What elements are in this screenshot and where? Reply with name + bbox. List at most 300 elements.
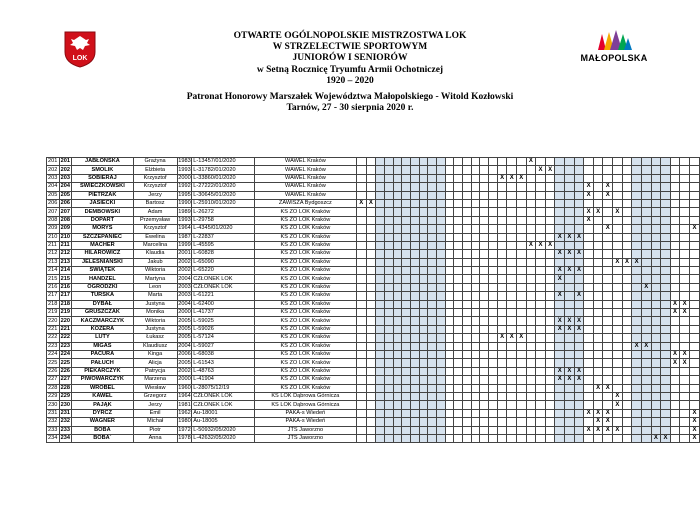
event-cell [641, 275, 651, 283]
event-cell [565, 166, 575, 174]
event-cell [419, 216, 428, 224]
event-cell [526, 325, 536, 333]
event-cell [376, 241, 385, 249]
event-cell [565, 426, 575, 434]
event-cell [680, 342, 690, 350]
event-cell [489, 325, 498, 333]
event-cell [445, 325, 454, 333]
event-cell [689, 258, 699, 266]
event-cell [651, 367, 661, 375]
event-cell [445, 292, 454, 300]
event-cell [402, 216, 411, 224]
event-cell [670, 208, 680, 216]
event-cell [480, 434, 489, 442]
event-cell [393, 199, 402, 207]
event-cell [384, 183, 393, 191]
event-cell [393, 401, 402, 409]
event-cell [545, 183, 555, 191]
event-cell [526, 275, 536, 283]
start-number-cell: 234 [48, 435, 58, 442]
event-cell [410, 376, 419, 384]
event-cell [517, 158, 527, 166]
event-cell [680, 233, 690, 241]
event-cell [471, 426, 480, 434]
table-row [47, 317, 700, 325]
event-cell [376, 216, 385, 224]
first-name-cell: Michał [133, 418, 177, 426]
event-cell [507, 250, 517, 258]
event-cell [480, 174, 489, 182]
table-row [47, 233, 700, 241]
event-cell [526, 367, 536, 375]
event-cell [651, 250, 661, 258]
event-cell [622, 225, 632, 233]
event-cell [507, 283, 517, 291]
event-cell: X [574, 376, 584, 384]
event-cell [402, 359, 411, 367]
event-cell [376, 258, 385, 266]
event-cell [480, 292, 489, 300]
event-cell [410, 233, 419, 241]
surname-cell: HANDZEL [72, 275, 133, 283]
event-cell [463, 267, 472, 275]
event-cell [565, 275, 575, 283]
event-cell [661, 174, 671, 182]
birth-year-cell: 1993 [178, 216, 191, 223]
table-row [47, 392, 700, 400]
event-cell [613, 376, 623, 384]
event-cell [463, 392, 472, 400]
license-cell: L-30645/01/2020 [192, 191, 255, 199]
start-number-cell: 203 [48, 174, 58, 181]
birth-year-cell: 1993 [178, 166, 191, 173]
event-cell [555, 418, 565, 426]
event-cell [402, 376, 411, 384]
first-name-cell: Bartosz [133, 199, 177, 207]
first-name-cell: Krzysztof [133, 174, 177, 182]
event-cell [651, 401, 661, 409]
event-cell [622, 434, 632, 442]
event-cell [497, 233, 507, 241]
event-cell [454, 225, 463, 233]
event-cell [574, 216, 584, 224]
event-cell [689, 367, 699, 375]
event-cell [454, 300, 463, 308]
event-cell [366, 267, 376, 275]
event-cell: X [670, 359, 680, 367]
event-cell [641, 325, 651, 333]
event-cell [356, 216, 366, 224]
competitor-number-cell: 227 [60, 376, 70, 383]
event-cell [428, 426, 437, 434]
table-row [47, 208, 700, 216]
event-cell [613, 292, 623, 300]
event-cell [419, 183, 428, 191]
event-cell [410, 350, 419, 358]
event-cell [670, 418, 680, 426]
surname-cell: SMOLIK [72, 166, 133, 174]
event-cell [670, 292, 680, 300]
event-cell [603, 300, 613, 308]
event-cell [419, 241, 428, 249]
event-cell [680, 418, 690, 426]
birth-year-cell: 2003 [178, 284, 191, 291]
event-cell [471, 258, 480, 266]
event-cell [632, 434, 642, 442]
event-cell [584, 317, 594, 325]
event-cell [376, 325, 385, 333]
event-cell [480, 158, 489, 166]
event-cell [445, 434, 454, 442]
event-cell [526, 199, 536, 207]
event-cell [497, 376, 507, 384]
event-cell [366, 401, 376, 409]
event-cell [565, 401, 575, 409]
event-cell [376, 384, 385, 392]
event-cell [489, 250, 498, 258]
event-cell [436, 384, 445, 392]
event-cell [651, 300, 661, 308]
event-cell [661, 334, 671, 342]
event-cell [680, 426, 690, 434]
event-cell [384, 376, 393, 384]
event-cell [661, 426, 671, 434]
event-cell [680, 334, 690, 342]
competitor-number-cell: 215 [60, 275, 70, 282]
event-cell [545, 334, 555, 342]
event-cell [410, 191, 419, 199]
event-cell [641, 309, 651, 317]
event-cell [384, 267, 393, 275]
event-cell [419, 225, 428, 233]
event-cell [651, 350, 661, 358]
event-cell [565, 208, 575, 216]
event-cell [402, 325, 411, 333]
event-cell [584, 300, 594, 308]
event-cell [463, 258, 472, 266]
event-cell [555, 166, 565, 174]
event-cell [536, 191, 546, 199]
event-cell: X [574, 233, 584, 241]
table-row [47, 216, 700, 224]
event-cell [584, 166, 594, 174]
event-cell [593, 183, 603, 191]
event-cell [454, 434, 463, 442]
event-cell [436, 267, 445, 275]
event-cell [402, 426, 411, 434]
table-row [47, 250, 700, 258]
table-row [47, 350, 700, 358]
competitor-number-cell: 210 [60, 233, 70, 240]
event-cell [436, 401, 445, 409]
event-cell [565, 283, 575, 291]
start-number-cell: 202 [48, 166, 58, 173]
event-cell [428, 283, 437, 291]
event-cell [454, 359, 463, 367]
event-cell [517, 241, 527, 249]
event-cell [555, 158, 565, 166]
first-name-cell: Grażyna [133, 158, 177, 166]
event-cell [419, 434, 428, 442]
event-cell [471, 208, 480, 216]
event-cell [480, 241, 489, 249]
event-cell [428, 233, 437, 241]
event-cell [393, 426, 402, 434]
event-cell [507, 384, 517, 392]
event-cell [507, 317, 517, 325]
competitor-number-cell: 214 [60, 267, 70, 274]
club-cell: JTS Jaworzno [254, 426, 356, 434]
event-cell [536, 392, 546, 400]
first-name-cell: Marcelina [133, 241, 177, 249]
event-cell [463, 342, 472, 350]
birth-year-cell: 1978 [178, 435, 191, 442]
event-cell [651, 392, 661, 400]
table-row [47, 275, 700, 283]
competitor-number-cell: 221 [60, 326, 70, 332]
event-cell [641, 183, 651, 191]
license-cell: L-4345/01/2020 [192, 225, 255, 233]
event-cell [632, 359, 642, 367]
event-cell [536, 283, 546, 291]
event-cell [613, 309, 623, 317]
event-cell [376, 401, 385, 409]
event-cell [454, 267, 463, 275]
surname-cell: PIWOWARCZYK [72, 376, 133, 384]
birth-year-cell: 2004 [178, 275, 191, 282]
event-cell [445, 418, 454, 426]
event-cell [603, 283, 613, 291]
event-cell [613, 191, 623, 199]
event-cell [384, 401, 393, 409]
event-cell [410, 275, 419, 283]
club-cell: KS ZO LOK Kraków [254, 225, 356, 233]
event-cell [489, 434, 498, 442]
event-cell [454, 384, 463, 392]
event-cell [471, 359, 480, 367]
event-cell [454, 258, 463, 266]
event-cell [507, 401, 517, 409]
event-cell: X [555, 317, 565, 325]
event-cell [356, 392, 366, 400]
event-cell [436, 158, 445, 166]
event-cell [641, 418, 651, 426]
event-cell [574, 241, 584, 249]
event-cell [613, 225, 623, 233]
event-cell [497, 367, 507, 375]
event-cell [393, 292, 402, 300]
event-cell [393, 309, 402, 317]
start-number-cell: 208 [48, 216, 58, 223]
surname-cell: KOZERA [72, 325, 133, 333]
event-cell [471, 384, 480, 392]
event-cell [545, 367, 555, 375]
event-cell [593, 376, 603, 384]
event-cell [436, 334, 445, 342]
competitor-number-cell: 212 [60, 250, 70, 257]
header-line-6: Patronat Honorowy Marszałek Województwa Małopolskiego - Witold Kozłowski [186, 92, 514, 103]
event-cell [622, 250, 632, 258]
license-cell: L-59027 [192, 342, 255, 350]
event-cell [454, 392, 463, 400]
event-cell [584, 199, 594, 207]
event-cell [428, 392, 437, 400]
event-cell [419, 275, 428, 283]
table-row [47, 434, 700, 442]
event-cell [517, 376, 527, 384]
event-cell [463, 191, 472, 199]
event-cell [454, 174, 463, 182]
first-name-cell: Ewelina [133, 233, 177, 241]
event-cell [436, 250, 445, 258]
event-cell [593, 158, 603, 166]
event-cell [445, 426, 454, 434]
club-cell: ZAWISZA Bydgoszcz [254, 199, 356, 207]
event-cell [507, 342, 517, 350]
event-cell: X [680, 309, 690, 317]
event-cell [632, 384, 642, 392]
event-cell [489, 191, 498, 199]
event-cell [613, 359, 623, 367]
event-cell [366, 434, 376, 442]
event-cell [393, 216, 402, 224]
event-cell: X [526, 158, 536, 166]
surname-cell: SOBIERAJ [72, 174, 133, 182]
event-cell: X [632, 342, 642, 350]
event-cell [622, 342, 632, 350]
start-number-cell: 205 [48, 191, 58, 198]
event-cell [393, 409, 402, 417]
event-cell [517, 258, 527, 266]
event-cell [661, 258, 671, 266]
event-cell [507, 418, 517, 426]
event-cell [480, 216, 489, 224]
event-cell: X [574, 325, 584, 333]
event-cell [428, 191, 437, 199]
event-cell [641, 191, 651, 199]
event-cell [410, 158, 419, 166]
birth-year-cell: 2003 [178, 292, 191, 299]
event-cell [356, 367, 366, 375]
license-cell: L-29758 [192, 216, 255, 224]
event-cell [517, 199, 527, 207]
event-cell [622, 309, 632, 317]
surname-cell: BOBA` [72, 434, 133, 442]
event-cell [410, 250, 419, 258]
event-cell [454, 158, 463, 166]
event-cell [436, 241, 445, 249]
event-cell [670, 199, 680, 207]
event-cell [384, 426, 393, 434]
license-cell: L-41904 [192, 376, 255, 384]
event-cell [366, 300, 376, 308]
event-cell [651, 208, 661, 216]
event-cell [584, 325, 594, 333]
surname-cell: ŚWIĄTEK [72, 267, 133, 275]
event-cell [584, 292, 594, 300]
event-cell [689, 216, 699, 224]
event-cell [593, 317, 603, 325]
event-cell [393, 166, 402, 174]
event-cell [393, 267, 402, 275]
event-cell [497, 250, 507, 258]
event-cell [661, 250, 671, 258]
start-number-cell: 227 [48, 376, 58, 383]
event-cell [536, 317, 546, 325]
event-cell [603, 166, 613, 174]
event-cell [641, 426, 651, 434]
event-cell [526, 418, 536, 426]
event-cell [419, 300, 428, 308]
event-cell [670, 334, 680, 342]
event-cell [526, 409, 536, 417]
event-cell [419, 409, 428, 417]
event-cell [384, 350, 393, 358]
event-cell [565, 292, 575, 300]
event-cell [366, 275, 376, 283]
event-cell [555, 241, 565, 249]
event-cell: X [603, 409, 613, 417]
event-cell [393, 250, 402, 258]
event-cell [651, 275, 661, 283]
lok-logo-text: LOK [72, 55, 88, 62]
event-cell [445, 208, 454, 216]
club-cell: KS ZO LOK Kraków [254, 216, 356, 224]
surname-cell: ŚWIECZKOWSKI [72, 183, 133, 191]
event-cell [565, 409, 575, 417]
event-cell [497, 292, 507, 300]
event-cell [622, 183, 632, 191]
event-cell [507, 392, 517, 400]
event-cell [428, 325, 437, 333]
event-cell [670, 426, 680, 434]
event-cell [641, 216, 651, 224]
event-cell [445, 158, 454, 166]
event-cell [545, 409, 555, 417]
event-cell [428, 342, 437, 350]
event-cell [565, 384, 575, 392]
event-cell [613, 434, 623, 442]
event-cell [480, 309, 489, 317]
event-cell [480, 233, 489, 241]
event-cell [436, 174, 445, 182]
event-cell [471, 334, 480, 342]
event-cell [603, 216, 613, 224]
event-cell [428, 300, 437, 308]
club-cell: KS ZO LOK Kraków [254, 350, 356, 358]
event-cell [622, 325, 632, 333]
table-row [47, 199, 700, 207]
event-cell [689, 325, 699, 333]
competitor-number-cell: 231 [60, 409, 70, 416]
event-cell [622, 292, 632, 300]
event-cell: X [632, 258, 642, 266]
event-cell [545, 283, 555, 291]
event-cell [651, 384, 661, 392]
event-cell: X [497, 174, 507, 182]
event-cell [489, 350, 498, 358]
event-cell [480, 267, 489, 275]
event-cell [641, 334, 651, 342]
event-cell [603, 401, 613, 409]
first-name-cell: Alicja [133, 359, 177, 367]
event-cell [680, 275, 690, 283]
event-cell [402, 334, 411, 342]
event-cell [584, 384, 594, 392]
event-cell [584, 342, 594, 350]
start-number-cell: 214 [48, 267, 58, 274]
event-cell [454, 191, 463, 199]
